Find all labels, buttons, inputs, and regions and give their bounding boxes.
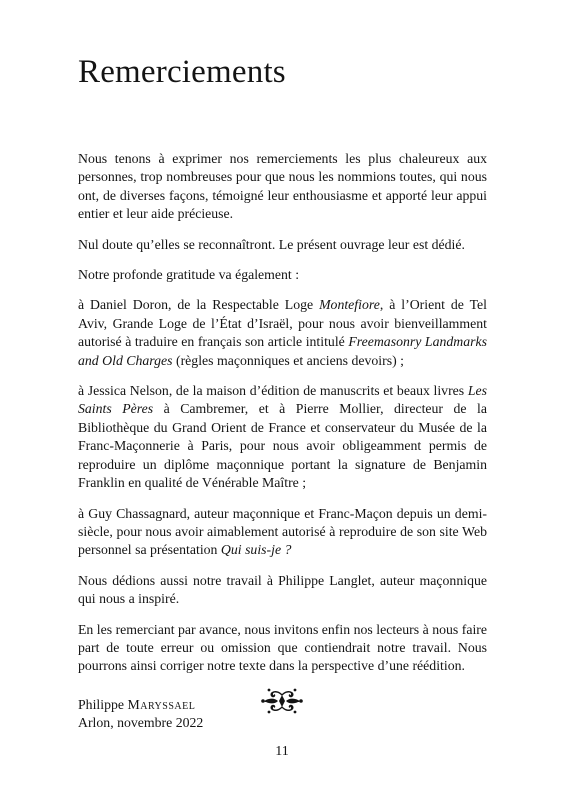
presentation-title: Qui suis-je ? <box>220 542 292 558</box>
text-run: (règles maçonniques et anciens devoirs) ; <box>172 352 404 368</box>
text-run: à Guy Chassagnard, auteur maçonnique et Franc-Maçon depuis un demi-siècle, pour nous avoir aimablement autorisé à reproduire de son site Web personnel sa présentation <box>78 505 487 558</box>
paragraph-thanks: Nous tenons à exprimer nos remerciements les plus chaleureux aux personnes, trop nombreuses pour que nous les nommions toutes, qui nous ont, de diverses façons, témoigné leur enthousiasme et apporté leur appui entier et leur aide précieuse. <box>78 151 487 222</box>
author-last-name: Maryssael <box>127 696 196 712</box>
floral-fleuron-ornament-icon <box>260 685 304 717</box>
paragraph-guy-chassagnard <box>78 505 487 560</box>
acknowledgements-body <box>78 150 487 745</box>
author-first-name: Philippe <box>78 696 124 712</box>
text-run: à Cambremer, et à Pierre Mollier, directeur de la Bibliothèque du Grand Orient de France et conservateur du Musée de la Franc-Maçonnerie à Paris, pour nous avoir obligeamment permis de reproduire un diplôme maçonnique portant la signature de Benjamin Franklin en qualité de Vénérable Maître ; <box>78 401 487 491</box>
paragraph-closing: En les remerciant par avance, nous invitons enfin nos lecteurs à nous faire part de toute erreur ou omission que contiendrait notre travail. Nous pourrons ainsi corriger notre texte dans la perspective d’une réédition. <box>78 621 487 674</box>
paragraph-gratitude-intro: Notre profonde gratitude va également : <box>78 267 300 283</box>
paragraph-jessica-nelson <box>78 382 487 492</box>
place-date: Arlon, novembre 2022 <box>78 715 204 731</box>
lodge-name: Montefiore <box>319 297 380 313</box>
paragraph-dedication: Nul doute qu’elles se reconnaîtront. Le présent ouvrage leur est dédié. <box>78 236 465 252</box>
paragraph-philippe-langlet: Nous dédions aussi notre travail à Philippe Langlet, auteur maçonnique qui nous a inspiré. <box>78 572 487 607</box>
paragraph-daniel-doron <box>78 296 487 370</box>
text-run: à Jessica Nelson, de la maison d’édition de manuscrits et beaux livres <box>78 383 468 399</box>
page-number: 11 <box>275 744 289 759</box>
article-title: Freemasonry Landmarks and Old Charges <box>78 334 487 368</box>
publisher-name: Les Saints Pères <box>78 383 487 417</box>
text-run: à Daniel Doron, de la Respectable Loge <box>78 297 320 313</box>
text-run: , à l’Orient de Tel Aviv, Grande Loge de l’État d’Israël, pour nous avoir bienveillamment autorisé à traduire en français son article intitulé <box>78 297 487 350</box>
page-title: Remerciements <box>78 54 286 90</box>
